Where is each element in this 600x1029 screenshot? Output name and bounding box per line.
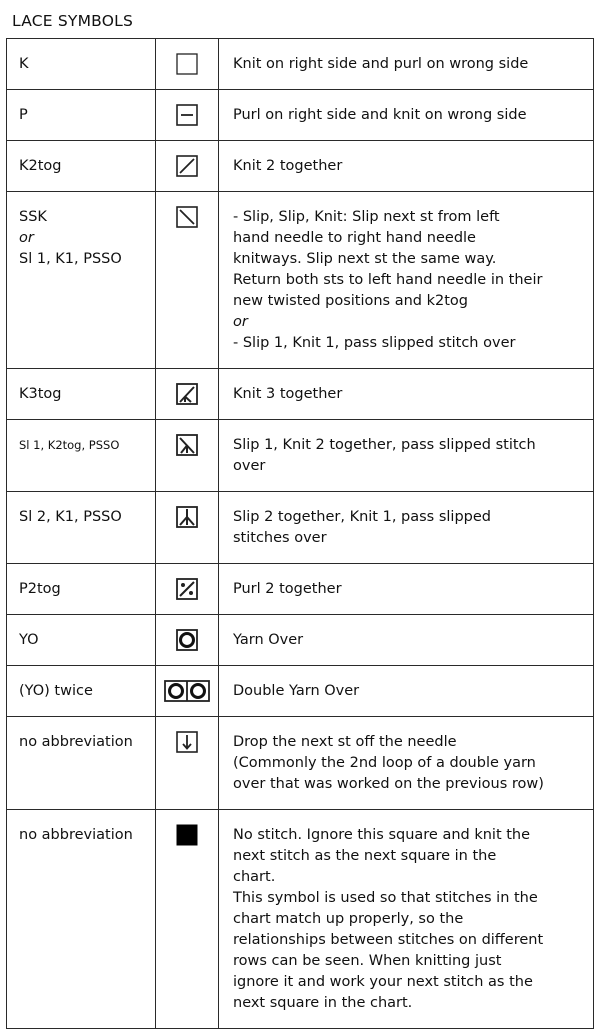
table-row <box>7 717 594 810</box>
abbreviation-cell: K3tog <box>7 369 156 420</box>
table-row <box>7 90 594 141</box>
description-line: Knit 2 together <box>233 158 343 174</box>
abbreviation-line: SSK <box>19 209 47 225</box>
description-line: - Slip, Slip, Knit: Slip next st from left <box>233 209 500 225</box>
abbreviation-cell: YO <box>7 615 156 666</box>
table-row <box>7 192 594 369</box>
table-row <box>7 615 594 666</box>
description-cell <box>219 666 594 717</box>
description-line: over <box>233 458 266 474</box>
description-line: knitways. Slip next st the same way. <box>233 251 497 267</box>
symbol-cell <box>156 666 219 717</box>
description-line: chart match up properly, so the <box>233 911 464 927</box>
description-or: or <box>233 314 248 330</box>
description-line: - Slip 1, Knit 1, pass slipped stitch over <box>233 335 516 351</box>
abbreviation-cell: Sl 2, K1, PSSO <box>7 492 156 564</box>
symbol-cell <box>156 192 219 369</box>
table-row <box>7 564 594 615</box>
right-slant-square-icon <box>176 155 198 177</box>
symbol-cell <box>156 615 219 666</box>
description-line: ignore it and work your next stitch as the <box>233 974 533 990</box>
abbreviation-cell: no abbreviation <box>7 810 156 1029</box>
description-cell <box>219 141 594 192</box>
abbreviation-cell: P2tog <box>7 564 156 615</box>
symbol-cell <box>156 39 219 90</box>
symbol-cell <box>156 141 219 192</box>
description-line: stitches over <box>233 530 327 546</box>
description-cell <box>219 39 594 90</box>
description-line: This symbol is used so that stitches in the <box>233 890 538 906</box>
description-line: Knit on right side and purl on wrong side <box>233 56 529 72</box>
description-line: Double Yarn Over <box>233 683 360 699</box>
description-cell <box>219 564 594 615</box>
table-row <box>7 141 594 192</box>
symbol-cell <box>156 90 219 141</box>
symbol-cell <box>156 810 219 1029</box>
page-title: LACE SYMBOLS <box>12 12 133 30</box>
table-row <box>7 39 594 90</box>
table-row <box>7 810 594 1029</box>
description-line: No stitch. Ignore this square and knit the <box>233 827 531 843</box>
description-line: hand needle to right hand needle <box>233 230 476 246</box>
symbol-cell <box>156 717 219 810</box>
description-line: Slip 2 together, Knit 1, pass slipped <box>233 509 491 525</box>
abbreviation-line: Sl 1, K1, PSSO <box>19 251 122 267</box>
abbreviation-cell: K2tog <box>7 141 156 192</box>
description-line: next square in the chart. <box>233 995 413 1011</box>
description-line: new twisted positions and k2tog <box>233 293 468 309</box>
table-row <box>7 420 594 492</box>
description-line: relationships between stitches on different <box>233 932 544 948</box>
description-line: Return both sts to left hand needle in their <box>233 272 543 288</box>
description-line: Slip 1, Knit 2 together, pass slipped stitch <box>233 437 536 453</box>
description-line: Yarn Over <box>233 632 304 648</box>
abbreviation-cell <box>7 192 156 369</box>
down-arrow-square-icon <box>176 731 198 753</box>
description-cell <box>219 492 594 564</box>
symbol-cell <box>156 369 219 420</box>
table-row <box>7 492 594 564</box>
description-line: over that was worked on the previous row) <box>233 776 544 792</box>
lace-symbols-table <box>6 38 594 1029</box>
sk2p-square-icon <box>176 434 198 456</box>
description-cell <box>219 810 594 1029</box>
abbreviation-small: Sl 1, K2tog, PSSO <box>19 438 120 452</box>
description-line: Knit 3 together <box>233 386 343 402</box>
left-slant-square-icon <box>176 206 198 228</box>
description-line: chart. <box>233 869 276 885</box>
description-line: rows can be seen. When knitting just <box>233 953 502 969</box>
s2kp-square-icon <box>176 506 198 528</box>
abbreviation-cell <box>7 420 156 492</box>
description-cell <box>219 717 594 810</box>
filled-square-icon <box>176 824 198 846</box>
description-line: Drop the next st off the needle <box>233 734 457 750</box>
symbol-cell <box>156 564 219 615</box>
table-row <box>7 369 594 420</box>
description-line: Purl 2 together <box>233 581 342 597</box>
description-line: (Commonly the 2nd loop of a double yarn <box>233 755 536 771</box>
abbreviation-cell: P <box>7 90 156 141</box>
table-row <box>7 666 594 717</box>
p2tog-square-icon <box>176 578 198 600</box>
description-line: Purl on right side and knit on wrong side <box>233 107 527 123</box>
description-cell <box>219 369 594 420</box>
description-cell <box>219 90 594 141</box>
abbreviation-cell: no abbreviation <box>7 717 156 810</box>
symbol-cell <box>156 492 219 564</box>
abbreviation-cell: (YO) twice <box>7 666 156 717</box>
circle-square-icon <box>176 629 198 651</box>
description-cell <box>219 615 594 666</box>
k3tog-square-icon <box>176 383 198 405</box>
description-line: next stitch as the next square in the <box>233 848 497 864</box>
dash-square-icon <box>176 104 198 126</box>
symbol-cell <box>156 420 219 492</box>
blank-square-icon <box>176 53 198 75</box>
description-cell <box>219 192 594 369</box>
abbreviation-cell: K <box>7 39 156 90</box>
abbreviation-or: or <box>19 230 34 246</box>
description-cell <box>219 420 594 492</box>
double-circle-square-icon <box>164 680 210 702</box>
